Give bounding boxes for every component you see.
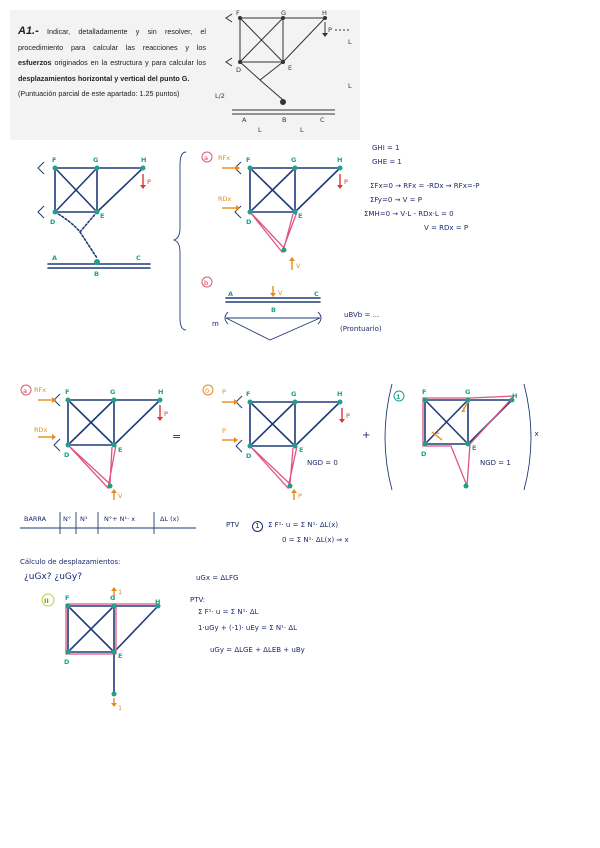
brace — [174, 152, 186, 330]
hdr-dim-1: L — [348, 38, 352, 46]
hdr-node-d: D — [236, 66, 242, 74]
plus-sign: + — [362, 430, 371, 441]
ptv-line1: Σ F¹· u = Σ N¹· ΔL(x) — [268, 521, 339, 529]
fig-b-v: V — [278, 289, 283, 297]
eq-sum-fy: ΣFy=0 → V = P — [370, 196, 422, 204]
row2-node-h: H — [158, 388, 164, 396]
fig1-node-h: H — [141, 156, 147, 164]
ptv-circle: 1 — [252, 521, 263, 532]
fig2-node-e: E — [118, 652, 123, 660]
table-col-n1: N¹ — [80, 515, 88, 523]
figure-original-structure — [38, 156, 151, 278]
hdr-node-h: H — [322, 9, 327, 17]
fig-b-node-b: B — [271, 306, 276, 314]
figure-two — [42, 587, 161, 712]
hdr-load-p: P — [328, 26, 332, 34]
row2-node-d: D — [64, 451, 70, 459]
ptv-label: PTV — [226, 521, 240, 529]
row2-circle-zero: 0 — [205, 387, 210, 395]
beam-note: (Prontuario) — [340, 325, 382, 333]
fig-a-load-p: P — [344, 178, 348, 186]
figure-total — [21, 385, 168, 500]
problem-bold-2: desplazamientos horizontal y vertical del punto G. — [18, 73, 190, 83]
disp-eq1: Σ F¹· u = Σ N¹· ΔL — [198, 608, 259, 616]
fig-a-node-h: H — [337, 156, 343, 164]
fig2-node-g: G — [110, 594, 116, 602]
equals-sign: = — [172, 430, 182, 443]
fig-b-m: m — [212, 320, 219, 328]
circle-a: a — [204, 154, 208, 162]
row2-load-p: P — [164, 410, 168, 418]
disp-eq2: 1·uGy + (-1)· uEy = Σ N¹· ΔL — [198, 624, 298, 632]
times-x: · x — [530, 430, 539, 438]
eq-v-result: V = RDx = P — [424, 224, 469, 232]
hdr-node-e: E — [288, 64, 293, 72]
fig2-circle: II — [44, 597, 49, 605]
row2b-node-e: E — [299, 446, 304, 454]
row2-rfx: RFx — [34, 386, 47, 394]
hdr-dim-half: L/2 — [215, 92, 225, 100]
row2b-node-g: G — [291, 390, 297, 398]
fig1-node-b: B — [94, 270, 99, 278]
row2c-ngd1: NGD = 1 — [480, 459, 511, 467]
fig2-one-bottom: 1 — [118, 704, 123, 712]
fig1-node-e: E — [100, 212, 105, 220]
beam-moment: uBVb = ... — [344, 311, 380, 319]
fig-b-node-c: C — [314, 290, 319, 298]
eq-sum-fx: ΣFx=0 → RFx = -RDx ⇝ RFx=-P — [370, 182, 480, 190]
disp-ptv: PTV: — [190, 596, 206, 604]
fig-a-rdx: RDx — [218, 195, 232, 203]
fig2-node-d: D — [64, 658, 70, 666]
problem-bold-1: esfuerzos — [18, 58, 52, 67]
row2-rdx: RDx — [34, 426, 48, 434]
figure-one — [385, 384, 539, 490]
row2b-p1: P — [222, 388, 226, 396]
row2c-one-a: 1 — [436, 428, 441, 436]
row2c-node-f: F — [422, 388, 427, 396]
fig2-node-h: H — [155, 598, 161, 606]
row2-node-g: G — [110, 388, 116, 396]
problem-label: A1.- — [18, 25, 39, 37]
table-col-dl: ΔL (x) — [160, 515, 180, 523]
fig1-node-a: A — [52, 254, 58, 262]
fig-b-node-a: A — [228, 290, 234, 298]
eq-ghe: GHE = 1 — [372, 158, 402, 166]
row2c-node-g: G — [465, 388, 471, 396]
table-col-n0: N° — [63, 515, 72, 523]
hdr-node-c: C — [320, 116, 325, 124]
fig1-node-f: F — [52, 156, 57, 164]
row2-node-f: F — [65, 388, 70, 396]
fig-a-v: V — [296, 262, 301, 270]
row2c-node-e: E — [472, 444, 477, 452]
hdr-node-b: B — [282, 116, 287, 124]
row2-circle-a: a — [23, 387, 27, 395]
row2b-node-h: H — [337, 390, 343, 398]
row2b-p3: P — [298, 492, 302, 500]
table-col-n0n1x: N°+ N¹· x — [104, 515, 136, 523]
fig2-node-f: F — [65, 594, 70, 602]
row2-circle-one: 1 — [396, 393, 401, 401]
row2c-node-d: D — [421, 450, 427, 458]
problem-text-2: originados en la estructura y para calcular los — [51, 58, 206, 67]
row2b-node-d: D — [246, 452, 252, 460]
figure-zero — [203, 385, 350, 500]
fig-a-rfx: RFx — [218, 154, 231, 162]
hdr-dim-3: L — [258, 126, 262, 134]
fig1-node-d: D — [50, 218, 56, 226]
ptv-line2: 0 = Σ N¹· ΔL(x) ⇒ x — [282, 536, 349, 544]
fig2-one-top: 1 — [118, 588, 123, 596]
hdr-dim-2: L — [348, 82, 352, 90]
hdr-node-f: F — [236, 9, 240, 17]
fig1-load-p: P — [147, 178, 151, 186]
fig1-node-c: C — [136, 254, 141, 262]
hdr-dim-4: L — [300, 126, 304, 134]
row2c-one-b: 1 — [462, 406, 467, 414]
figure-a — [202, 152, 348, 270]
row2-node-e: E — [118, 446, 123, 454]
problem-text-1: Indicar, detalladamente y sin resolver, el procedimiento para calcular las reacciones y los — [18, 27, 206, 52]
eq-gh: GHI = 1 — [372, 144, 400, 152]
fig-a-node-f: F — [246, 156, 251, 164]
row2b-ngd0: NGD = 0 — [307, 459, 338, 467]
disp-question: ¿uGx? ¿uGy? — [24, 572, 82, 582]
row2b-load-p: P — [346, 412, 350, 420]
problem-score: (Puntuación parcial de este apartado: 1.25 puntos) — [18, 89, 180, 98]
hdr-node-a: A — [242, 116, 247, 124]
disp-eq3: uGy = ΔLGE + ΔLEB + uBy — [210, 646, 305, 654]
eq-sum-mh: ΣMH=0 → V·L - RDx·L = 0 — [364, 210, 454, 218]
fig-a-node-g: G — [291, 156, 297, 164]
row2b-node-f: F — [246, 390, 251, 398]
table-col-barra: BARRA — [24, 515, 47, 523]
row2-v: V — [118, 492, 123, 500]
header-structure-figure — [215, 9, 352, 134]
fig1-node-g: G — [93, 156, 99, 164]
circle-b: b — [204, 279, 209, 287]
fig-a-node-d: D — [246, 218, 252, 226]
hdr-node-g: G — [281, 9, 287, 17]
fig-a-node-e: E — [298, 212, 303, 220]
disp-ugx: uGx = ΔLFG — [196, 574, 239, 582]
figure-b — [202, 277, 321, 340]
row2b-p2: P — [222, 427, 226, 435]
row2c-node-h: H — [512, 392, 518, 400]
disp-title: Cálculo de desplazamientos: — [20, 558, 121, 566]
